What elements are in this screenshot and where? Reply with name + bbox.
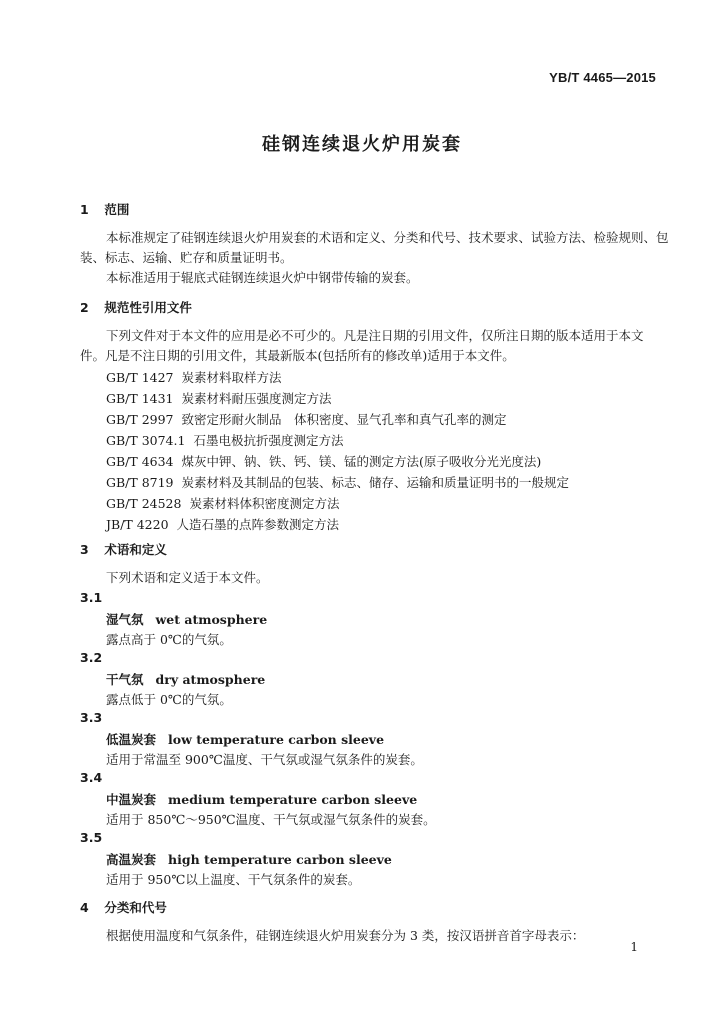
document-title: 硅钢连续退火炉用炭套: [262, 134, 462, 155]
term-name-zh: 低温炭套: [106, 732, 157, 747]
reference-code: GB/T 3074.1: [106, 433, 186, 448]
term-name-zh: 中温炭套: [106, 792, 157, 807]
term-name-zh: 高温炭套: [106, 852, 157, 867]
reference-code: JB/T 4220: [106, 517, 169, 532]
term-number: 3.2: [80, 650, 103, 665]
reference-name: 炭素材料耐压强度测定方法: [181, 391, 332, 406]
section-1-heading: [80, 200, 129, 218]
term-number: 3.5: [80, 830, 103, 845]
paragraph-line: 下列文件对于本文件的应用是必不可少的。凡是注日期的引用文件，仅所注日期的版本适用于本文: [106, 328, 644, 343]
reference-code: GB/T 24528: [106, 496, 182, 511]
term-name: [106, 670, 265, 688]
term-name: [106, 850, 392, 868]
term-definition: 露点高于 0℃的气氛。: [106, 632, 232, 647]
term-definition: 适用于 950℃以上温度、干气氛条件的炭套。: [106, 872, 361, 887]
term-number: 3.1: [80, 590, 103, 605]
term-name-en: high temperature carbon sleeve: [168, 852, 392, 867]
paragraph-line: 本标准规定了硅钢连续退火炉用炭套的术语和定义、分类和代号、技术要求、试验方法、检验规则、包: [106, 230, 669, 245]
reference-item: [106, 452, 541, 470]
section-title: 规范性引用文件: [104, 300, 192, 315]
reference-name: 煤灰中钾、钠、铁、钙、镁、锰的测定方法(原子吸收分光光度法): [181, 454, 542, 469]
reference-item: [106, 494, 339, 512]
term-name-en: low temperature carbon sleeve: [168, 732, 385, 747]
term-definition: 适用于常温至 900℃温度、干气氛或湿气氛条件的炭套。: [106, 752, 423, 767]
term-name: [106, 790, 417, 808]
paragraph-line: 件。凡是不注日期的引用文件，其最新版本(包括所有的修改单)适用于本文件。: [80, 348, 515, 363]
section-2-heading: [80, 298, 192, 316]
term-name: [106, 610, 267, 628]
section-number: 4: [80, 900, 89, 915]
reference-name: 人造石墨的点阵参数测定方法: [176, 517, 340, 532]
section-title: 分类和代号: [104, 900, 167, 915]
term-name: [106, 730, 384, 748]
reference-item: [106, 389, 332, 407]
section-title: 术语和定义: [104, 542, 167, 557]
reference-code: GB/T 1427: [106, 370, 174, 385]
term-name-zh: 湿气氛: [106, 612, 144, 627]
reference-name: 致密定形耐火制品 体积密度、显气孔率和真气孔率的测定: [181, 412, 507, 427]
reference-code: GB/T 4634: [106, 454, 174, 469]
reference-code: GB/T 2997: [106, 412, 174, 427]
paragraph-line: 根据使用温度和气氛条件，硅钢连续退火炉用炭套分为 3 类，按汉语拼音首字母表示：: [106, 928, 585, 943]
term-number: 3.4: [80, 770, 103, 785]
reference-name: 炭素材料取样方法: [181, 370, 282, 385]
reference-code: GB/T 1431: [106, 391, 174, 406]
reference-name: 石墨电极抗折强度测定方法: [193, 433, 344, 448]
paragraph-line: 装、标志、运输、贮存和质量证明书。: [80, 250, 293, 265]
reference-name: 炭素材料及其制品的包装、标志、储存、运输和质量证明书的一般规定: [181, 475, 570, 490]
paragraph-line: 下列术语和定义适于本文件。: [106, 570, 269, 585]
term-number: 3.3: [80, 710, 103, 725]
section-number: 2: [80, 300, 89, 315]
term-name-en: dry atmosphere: [155, 672, 266, 687]
section-number: 3: [80, 542, 89, 557]
paragraph-line: 本标准适用于辊底式硅钢连续退火炉中钢带传输的炭套。: [106, 270, 419, 285]
reference-item: [106, 515, 339, 533]
reference-code: GB/T 8719: [106, 475, 174, 490]
reference-name: 炭素材料体积密度测定方法: [189, 496, 340, 511]
term-name-en: medium temperature carbon sleeve: [168, 792, 418, 807]
section-number: 1: [80, 202, 89, 217]
term-definition: 适用于 850℃～950℃温度、干气氛或湿气氛条件的炭套。: [106, 812, 436, 827]
reference-item: [106, 410, 507, 428]
term-definition: 露点低于 0℃的气氛。: [106, 692, 232, 707]
page-number: 1: [630, 940, 638, 954]
term-name-en: wet atmosphere: [155, 612, 268, 627]
section-3-heading: [80, 540, 167, 558]
section-title: 范围: [104, 202, 130, 217]
term-name-zh: 干气氛: [106, 672, 144, 687]
reference-item: [106, 473, 569, 491]
standard-code: YB/T 4465—2015: [549, 70, 656, 85]
reference-item: [106, 368, 282, 386]
section-4-heading: [80, 898, 167, 916]
reference-item: [106, 431, 343, 449]
